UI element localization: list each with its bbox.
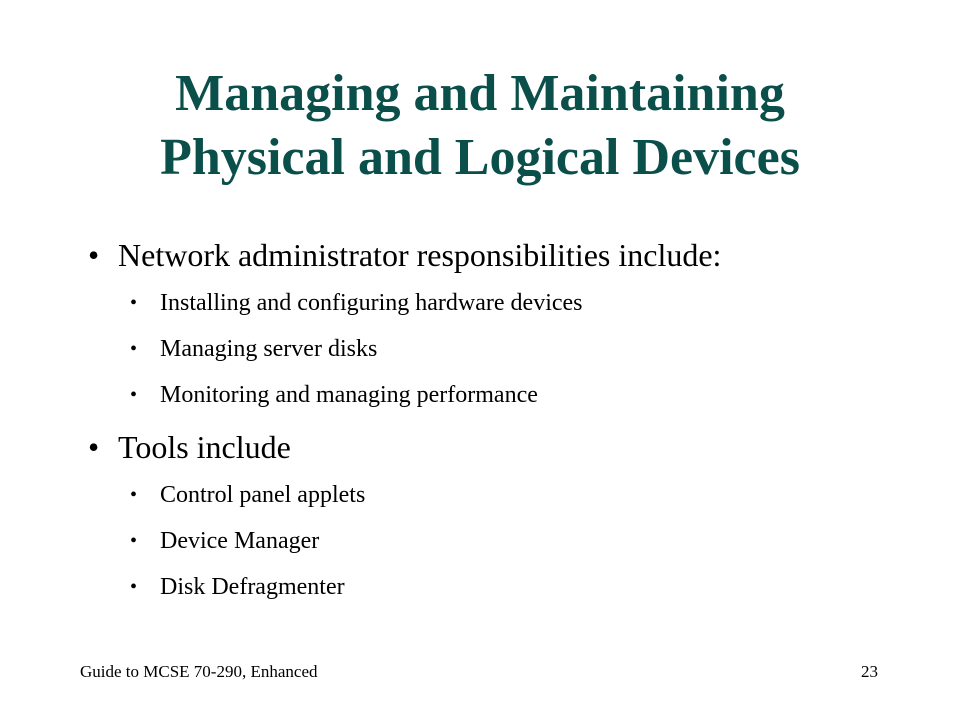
title-line-2: Physical and Logical Devices	[160, 129, 800, 186]
sub-bullet-item	[130, 526, 319, 556]
sub-bullet-item	[130, 380, 538, 410]
sub-bullet-item	[130, 480, 365, 510]
bullet-text: Disk Defragmenter	[160, 574, 345, 600]
bullet-text: Installing and configuring hardware devices	[160, 290, 583, 316]
sub-bullet-item	[130, 334, 377, 364]
bullet-item	[88, 428, 291, 466]
bullet-icon: •	[130, 338, 138, 360]
title-line-1: Managing and Maintaining	[175, 65, 785, 122]
bullet-text: Network administrator responsibilities include:	[118, 237, 722, 273]
sub-bullet-item	[130, 288, 583, 318]
bullet-icon: •	[130, 530, 138, 552]
bullet-icon: •	[130, 576, 138, 598]
bullet-item	[88, 236, 721, 274]
bullet-text: Managing server disks	[160, 336, 378, 362]
page-number: 23	[861, 662, 878, 681]
slide-title	[0, 62, 960, 190]
bullet-text: Device Manager	[160, 528, 320, 554]
bullet-icon: •	[130, 484, 138, 506]
bullet-icon: •	[130, 384, 138, 406]
sub-bullet-item	[130, 572, 345, 602]
footer-source: Guide to MCSE 70-290, Enhanced	[80, 662, 318, 681]
bullet-icon: •	[88, 237, 100, 273]
bullet-text: Monitoring and managing performance	[160, 382, 538, 408]
bullet-icon: •	[88, 429, 100, 465]
bullet-icon: •	[130, 292, 138, 314]
bullet-text: Tools include	[118, 429, 291, 465]
bullet-text: Control panel applets	[160, 482, 366, 508]
